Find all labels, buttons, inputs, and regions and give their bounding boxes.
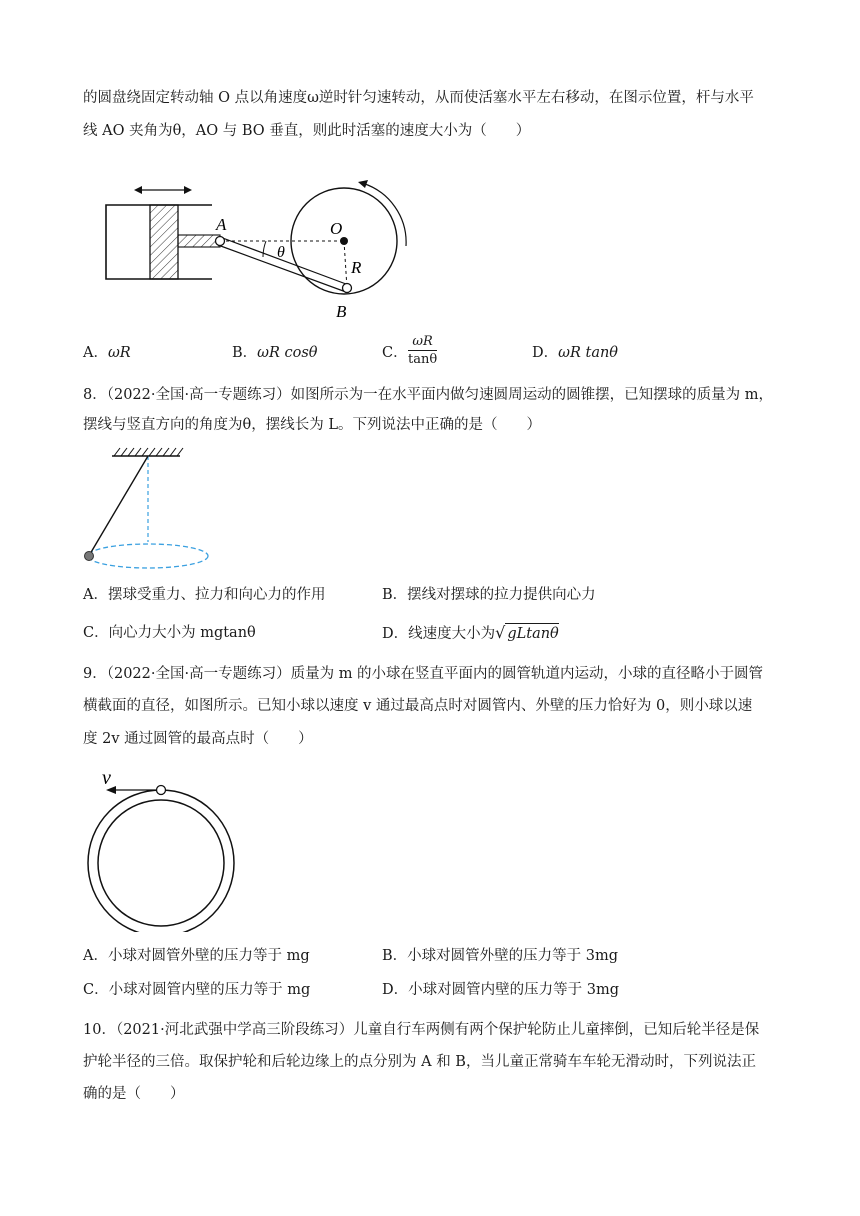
label-A: A xyxy=(216,215,227,234)
q7-option-a-value: ωR xyxy=(107,345,131,361)
q9-option-c[interactable]: C．小球对圆管内壁的压力等于 mg xyxy=(83,982,311,998)
q9-option-b[interactable]: B．小球对圆管外壁的压力等于 3mg xyxy=(382,948,619,964)
q7-option-a[interactable] xyxy=(83,343,131,363)
q10-text-line1: 10．（2021·河北武强中学高三阶段练习）儿童自行车两侧有两个保护轮防止儿童摔倒，已知后轮半径是保 xyxy=(83,1022,760,1038)
q7-option-d-label: D． xyxy=(532,345,559,361)
q8-option-d-prefix: D．线速度大小为 xyxy=(382,626,496,642)
q8-option-a[interactable]: A．摆球受重力、拉力和向心力的作用 xyxy=(83,587,326,603)
label-R: R xyxy=(351,258,362,277)
q7-option-d-value: ωR tanθ xyxy=(558,345,619,361)
q7-option-c-numerator: ωR xyxy=(408,333,437,351)
circular-tube-figure xyxy=(84,766,244,932)
q8-text-line2: 摆线与竖直方向的角度为θ，摆线长为 L。下列说法中正确的是（ ） xyxy=(83,417,541,433)
q9-text-line1: 9．（2022·全国·高一专题练习）质量为 m 的小球在竖直平面内的圆管轨道内运动，小球的直径略小于圆管 xyxy=(83,666,764,682)
q10-text-line2: 护轮半径的三倍。取保护轮和后轮边缘上的点分别为 A 和 B，当儿童正常骑车车轮无滑动时，下列说法正 xyxy=(83,1054,756,1070)
conical-pendulum-figure xyxy=(80,446,220,571)
q7-option-c-denominator: tanθ xyxy=(408,352,438,367)
q7-option-d[interactable] xyxy=(532,343,618,363)
q9-text-line2: 横截面的直径，如图所示。已知小球以速度 v 通过最高点时对圆管内、外壁的压力恰好为 0，则小球以速 xyxy=(83,698,753,714)
q9-option-d[interactable]: D．小球对圆管内壁的压力等于 3mg xyxy=(382,982,619,998)
q7-option-a-label: A． xyxy=(83,345,108,361)
q7-text-line2: 线 AO 夹角为θ，AO 与 BO 垂直，则此时活塞的速度大小为（ ） xyxy=(83,123,531,139)
q7-text-line1: 的圆盘绕固定转动轴 O 点以角速度ω逆时针匀速转动，从而使活塞水平左右移动，在图示位置，杆与水平 xyxy=(83,90,754,106)
q8-option-d-radicand: gLtanθ xyxy=(505,623,558,644)
q8-text-line1: 8．（2022·全国·高一专题练习）如图所示为一在水平面内做匀速圆周运动的圆锥摆，已知摆球的质量为 m， xyxy=(83,387,773,403)
q8-option-d[interactable]: D．线速度大小为√ gLtanθ xyxy=(382,623,559,642)
q7-option-b[interactable] xyxy=(232,343,318,363)
q7-option-c-label: C． xyxy=(382,345,408,361)
label-theta: θ xyxy=(277,244,285,261)
q7-option-b-label: B． xyxy=(232,345,258,361)
label-B: B xyxy=(336,302,347,321)
label-v: v xyxy=(102,767,111,789)
q7-option-c[interactable] xyxy=(382,343,408,363)
label-O: O xyxy=(330,219,343,238)
q7-option-c-fraction xyxy=(408,333,437,368)
piston-crank-figure xyxy=(100,178,440,326)
q10-text-line3: 确的是（ ） xyxy=(83,1086,185,1102)
q9-text-line3: 度 2v 通过圆管的最高点时（ ） xyxy=(83,731,313,747)
q8-option-b[interactable]: B．摆线对摆球的拉力提供向心力 xyxy=(382,587,596,603)
q8-option-c[interactable]: C．向心力大小为 mgtanθ xyxy=(83,625,256,641)
q9-option-a[interactable]: A．小球对圆管外壁的压力等于 mg xyxy=(83,948,310,964)
q7-option-b-value: ωR cosθ xyxy=(257,345,318,361)
